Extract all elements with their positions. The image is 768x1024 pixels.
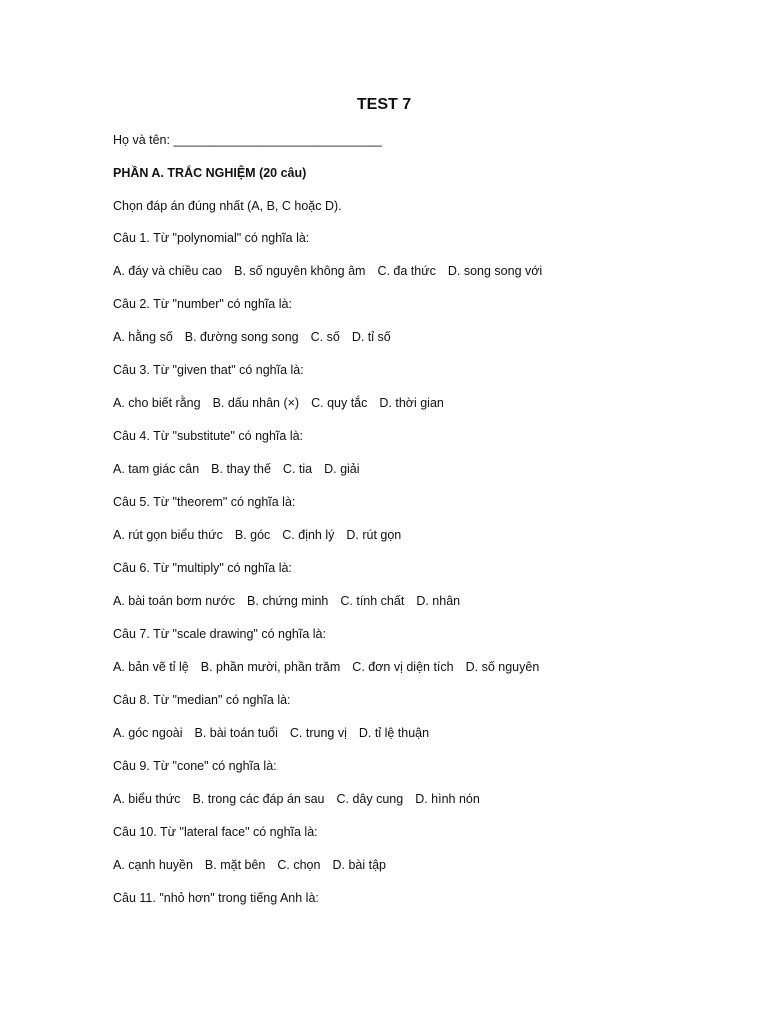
answer-option: B. bài toán tuổi	[194, 726, 278, 740]
answer-option: C. định lý	[282, 528, 335, 542]
answer-option: B. thay thế	[211, 462, 271, 476]
answer-option: C. trung vị	[289, 726, 347, 740]
answer-option: B. đường song song	[184, 330, 299, 344]
answer-options	[113, 724, 429, 742]
answer-option: A. rút gọn biểu thức	[113, 528, 223, 542]
question-text: Câu 5. Từ "theorem" có nghĩa là:	[113, 495, 296, 509]
answer-option: D. tỉ số	[351, 330, 391, 344]
answer-options	[113, 526, 401, 544]
answer-options	[113, 790, 480, 808]
answer-option: A. cho biết rằng	[113, 396, 201, 410]
answer-option: B. dấu nhân (×)	[212, 396, 300, 410]
instruction-text: Chọn đáp án đúng nhất (A, B, C hoặc D).	[113, 199, 342, 213]
answer-option: B. mặt bên	[204, 858, 266, 872]
answer-option: B. góc	[234, 528, 271, 542]
answer-option: C. tia	[282, 462, 313, 476]
answer-option: C. dây cung	[336, 792, 404, 806]
answer-option: C. tính chất	[340, 594, 405, 608]
answer-options	[113, 460, 360, 478]
answer-option: D. hình nón	[415, 792, 480, 806]
question-text: Câu 10. Từ "lateral face" có nghĩa là:	[113, 825, 318, 839]
answer-options	[113, 394, 444, 412]
answer-option: D. song song với	[447, 264, 543, 278]
page-title: TEST 7	[356, 96, 412, 113]
answer-option: A. biểu thức	[113, 792, 181, 806]
answer-option: D. thời gian	[379, 396, 444, 410]
answer-option: D. nhân	[416, 594, 461, 608]
question-text: Câu 4. Từ "substitute" có nghĩa là:	[113, 429, 304, 443]
question-text: Câu 7. Từ "scale drawing" có nghĩa là:	[113, 627, 326, 641]
answer-option: B. phần mười, phần trăm	[200, 660, 341, 674]
answer-option: D. rút gọn	[346, 528, 402, 542]
answer-option: B. trong các đáp án sau	[192, 792, 325, 806]
answer-options	[113, 658, 539, 676]
section-heading: PHẦN A. TRẮC NGHIỆM (20 câu)	[113, 166, 307, 180]
answer-option: C. quy tắc	[311, 396, 368, 410]
question-text: Câu 8. Từ "median" có nghĩa là:	[113, 693, 291, 707]
answer-option: A. góc ngoài	[113, 726, 183, 740]
answer-option: B. số nguyên không âm	[234, 264, 366, 278]
answer-option: D. giải	[324, 462, 360, 476]
answer-options	[113, 262, 542, 280]
answer-option: B. chứng minh	[247, 594, 329, 608]
question-text: Câu 11. "nhỏ hơn" trong tiếng Anh là:	[113, 891, 319, 905]
answer-options	[113, 592, 460, 610]
answer-option: C. chọn	[277, 858, 321, 872]
answer-option: A. cạnh huyền	[113, 858, 193, 872]
answer-option: A. bài toán bơm nước	[113, 594, 236, 608]
answer-option: C. số	[310, 330, 340, 344]
question-text: Câu 3. Từ "given that" có nghĩa là:	[113, 363, 304, 377]
question-text: Câu 6. Từ "multiply" có nghĩa là:	[113, 561, 292, 575]
answer-options	[113, 856, 386, 874]
question-text: Câu 9. Từ "cone" có nghĩa là:	[113, 759, 277, 773]
answer-option: A. đáy và chiều cao	[113, 264, 223, 278]
answer-option: C. đa thức	[377, 264, 436, 278]
question-text: Câu 2. Từ "number" có nghĩa là:	[113, 297, 292, 311]
question-text: Câu 1. Từ "polynomial" có nghĩa là:	[113, 231, 310, 245]
answer-option: C. đơn vị diện tích	[352, 660, 454, 674]
answer-option: D. tỉ lệ thuận	[358, 726, 430, 740]
answer-option: D. bài tập	[332, 858, 386, 872]
answer-options	[113, 328, 391, 346]
answer-option: A. bản vẽ tỉ lệ	[113, 660, 189, 674]
name-line: Họ và tên: ______________________________	[113, 133, 383, 147]
answer-option: A. tam giác cân	[113, 462, 200, 476]
answer-option: A. hằng số	[113, 330, 173, 344]
answer-option: D. số nguyên	[465, 660, 540, 674]
